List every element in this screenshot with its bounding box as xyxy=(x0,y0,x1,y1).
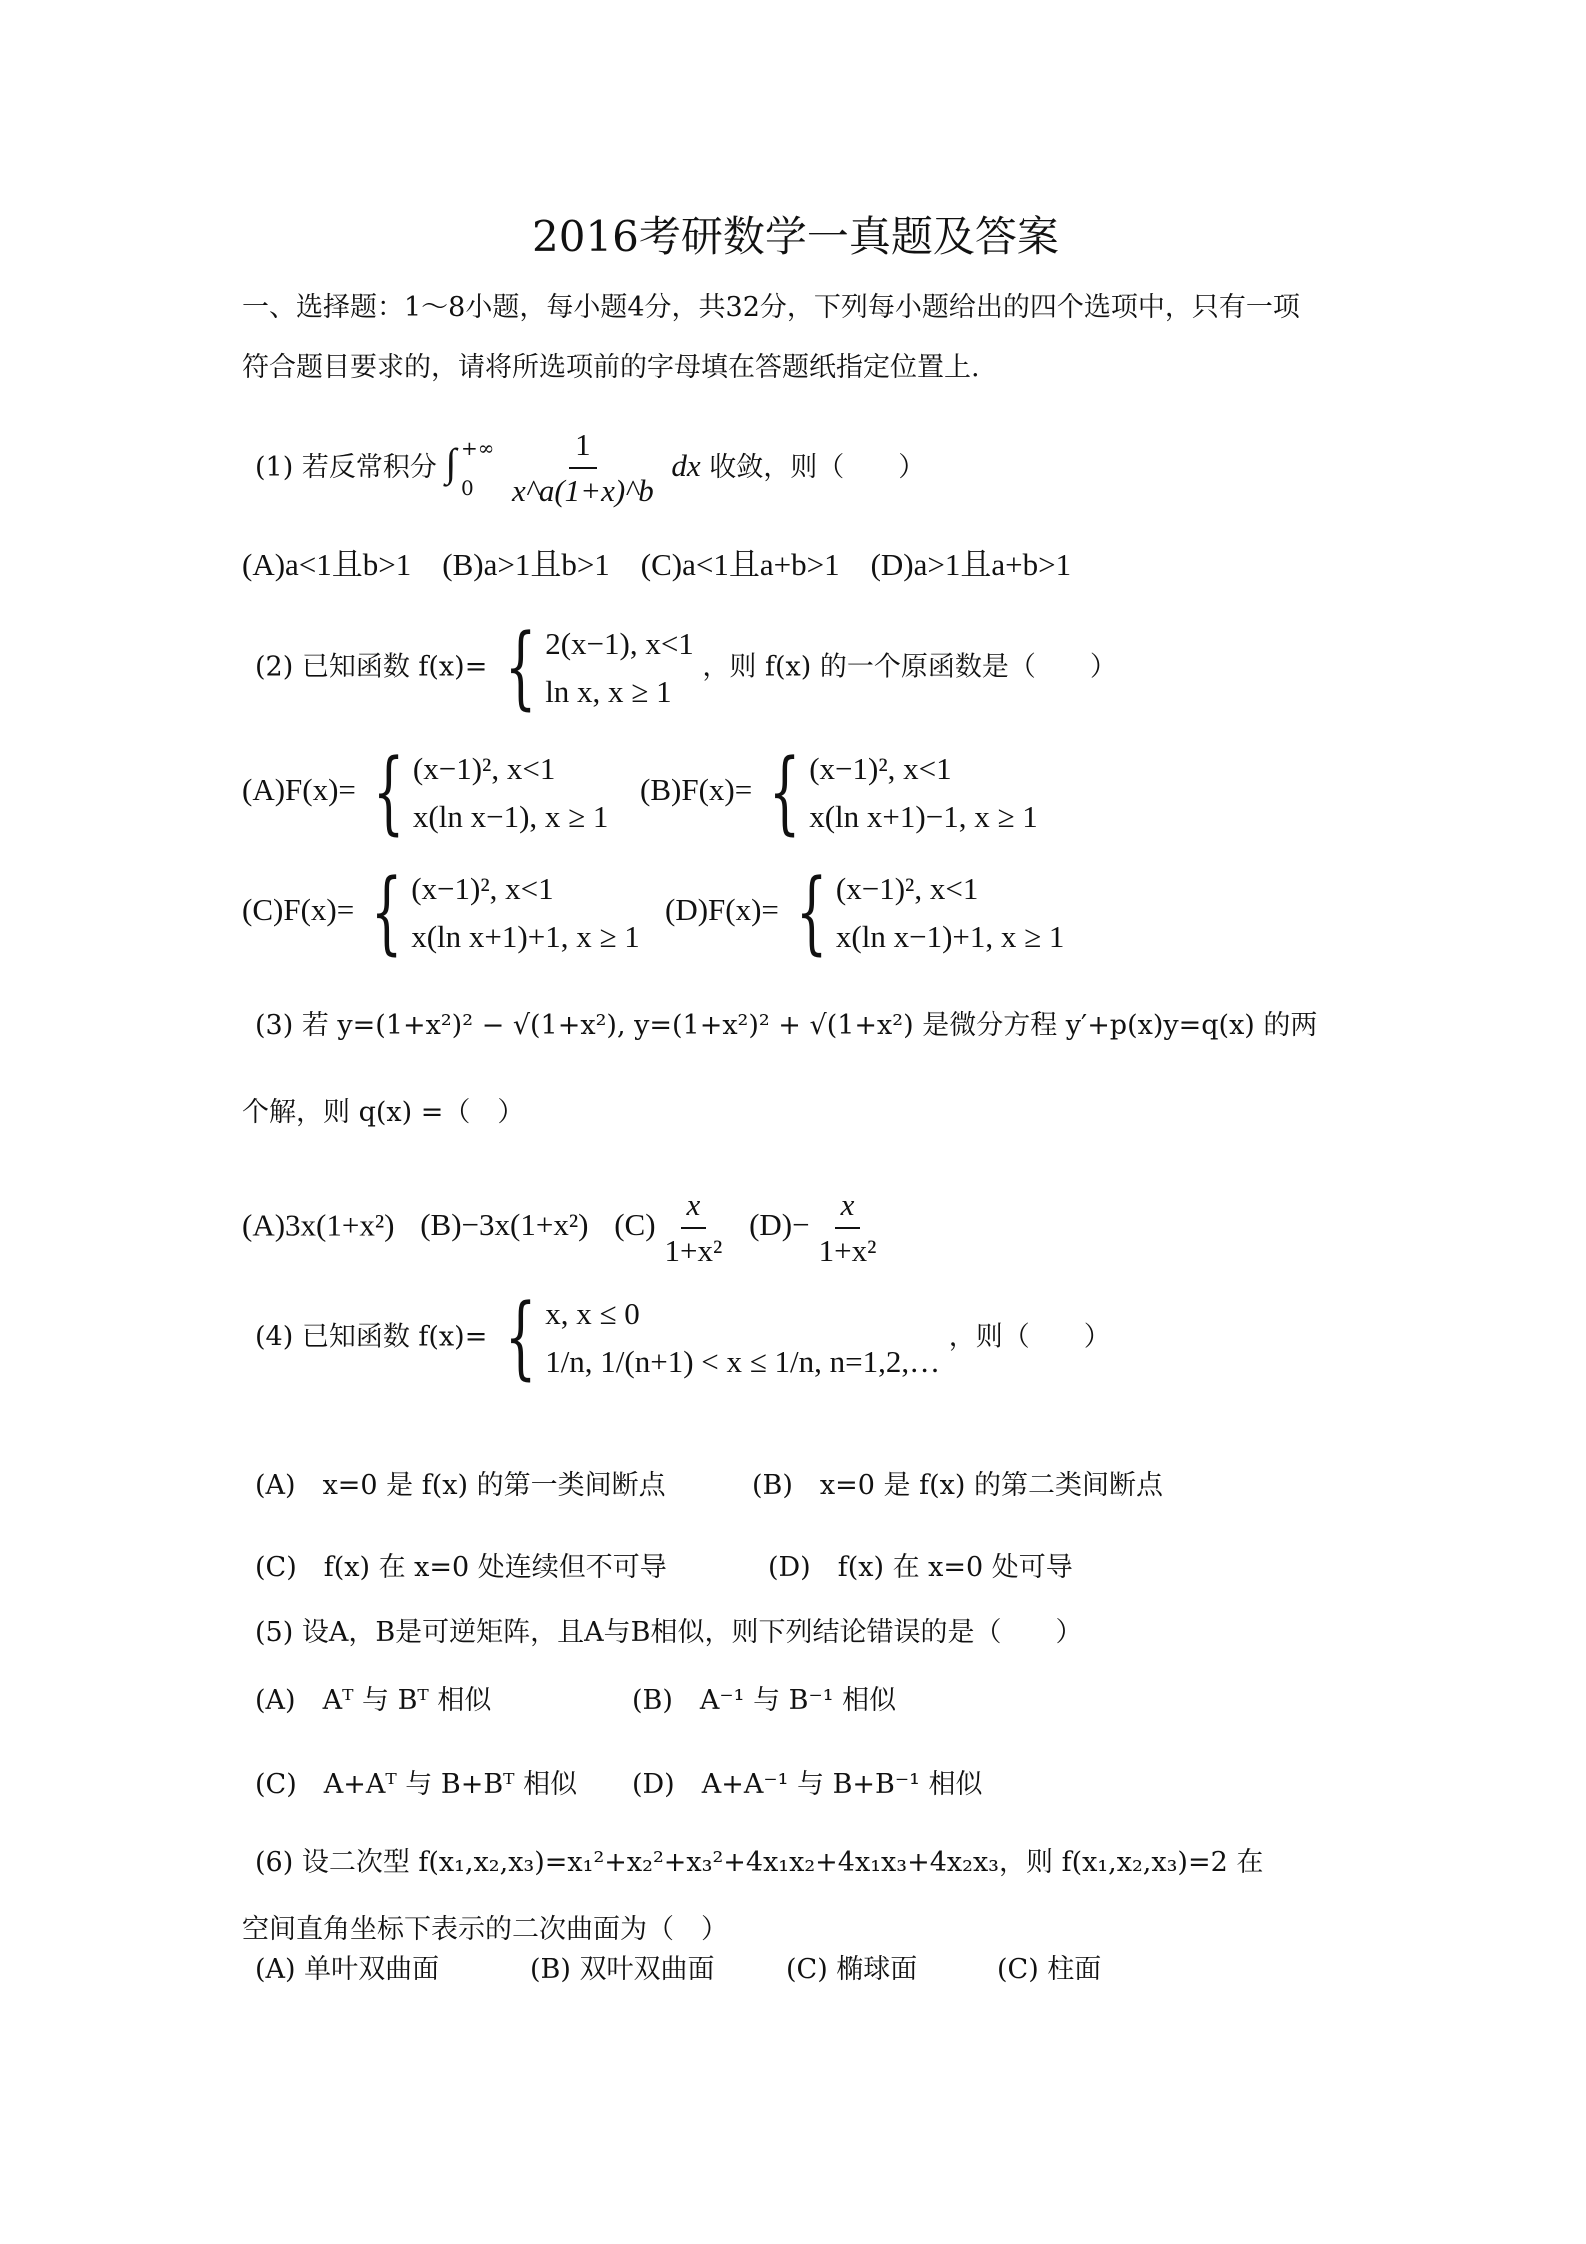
q4-option-a: (A) x=0 是 f(x) 的第一类间断点 xyxy=(255,1470,666,1501)
page-title: 2016考研数学一真题及答案 xyxy=(532,212,1059,261)
q3-option-d-label: (D)− xyxy=(749,1207,810,1243)
q6-line2: 空间直角坐标下表示的二次曲面为（ ） xyxy=(242,1914,728,1945)
q1-options: (A)a<1且b>1 (B)a>1且b>1 (C)a<1且a+b>1 (D)a>1且a+b>1 xyxy=(242,547,1072,582)
q6-option-c: (C) 椭球面 xyxy=(786,1954,918,1985)
q2-option-b-row2: x(ln x+1)−1, x ≥ 1 xyxy=(809,799,1038,835)
q5-option-b: (B) A⁻¹ 与 B⁻¹ 相似 xyxy=(632,1685,897,1716)
q2-case-row2: ln x, x ≥ 1 xyxy=(545,674,672,710)
q2-option-d-row1: (x−1)², x<1 xyxy=(835,871,979,906)
q2-option-d-row2: x(ln x−1)+1, x ≥ 1 xyxy=(835,919,1065,955)
q3-option-d-num: x xyxy=(835,1185,861,1229)
q2-option-a-row1: (x−1)², x<1 xyxy=(412,751,556,786)
q2-option-d: (D)F(x)= { (x−1)², x<1 x(ln x−1)+1, x ≥ 1 xyxy=(665,860,1065,966)
q1-integral: ∫ xyxy=(445,439,457,485)
q3-option-a: (A)3x(1+x²) xyxy=(242,1207,395,1243)
q1-prefix: (1) 若反常积分 xyxy=(255,451,437,483)
question-2: (2) 已知函数 f(x)= { 2(x−1), x<1 ln x, x ≥ 1 ，则 f(x) 的一个原函数是（ ） xyxy=(255,615,1117,721)
q3-line2: 个解，则 q(x) =（ ） xyxy=(242,1097,525,1128)
q4-suffix: ，则（ ） xyxy=(948,1321,1111,1353)
q4-option-c: (C) f(x) 在 x=0 处连续但不可导 xyxy=(255,1552,667,1583)
q4-case-row1: x, x ≤ 0 xyxy=(545,1296,640,1331)
q3-line1: (3) 若 y=(1+x²)² − √(1+x²), y=(1+x²)² + √(1+x²) 是微分方程 y′+p(x)y=q(x) 的两 xyxy=(255,1010,1318,1041)
q3-option-c-den: 1+x² xyxy=(664,1233,723,1269)
q1-upper-limit: +∞ xyxy=(460,436,495,461)
q5-option-c: (C) A+Aᵀ 与 B+Bᵀ 相似 xyxy=(255,1769,578,1800)
q1-dx: dx xyxy=(671,447,701,483)
q6-option-d: (C) 柱面 xyxy=(997,1954,1102,1985)
q2-option-a-row2: x(ln x−1), x ≥ 1 xyxy=(412,799,609,835)
q2-suffix: ，则 f(x) 的一个原函数是（ ） xyxy=(702,651,1117,683)
q4-option-b: (B) x=0 是 f(x) 的第二类间断点 xyxy=(752,1470,1163,1501)
q2-option-a-label: (A)F(x)= xyxy=(242,772,356,808)
q5-stem: (5) 设A，B是可逆矩阵，且A与B相似，则下列结论错误的是（ ） xyxy=(255,1617,1083,1648)
q6-option-b: (B) 双叶双曲面 xyxy=(530,1954,715,1985)
q5-option-d: (D) A+A⁻¹ 与 B+B⁻¹ 相似 xyxy=(632,1769,983,1800)
section-instructions-line1: 一、选择题：1～8小题，每小题4分，共32分，下列每小题给出的四个选项中，只有一项 xyxy=(242,292,1300,323)
q3-option-c-label: (C) xyxy=(614,1207,656,1243)
q6-option-a: (A) 单叶双曲面 xyxy=(255,1954,440,1985)
q2-option-b: (B)F(x)= { (x−1)², x<1 x(ln x+1)−1, x ≥ 1 xyxy=(640,740,1038,846)
q1-suffix: 收敛，则（ ） xyxy=(709,451,926,483)
q3-options xyxy=(242,1185,885,1272)
q3-option-b: (B)−3x(1+x²) xyxy=(420,1207,589,1243)
q2-option-c-label: (C)F(x)= xyxy=(242,892,355,928)
q1-numerator: 1 xyxy=(569,425,597,469)
question-4: (4) 已知函数 f(x)= { x, x ≤ 0 1/n, 1/(n+1) < x ≤ 1/n, n=1,2,… ，则（ ） xyxy=(255,1285,1111,1391)
q2-option-a: (A)F(x)= { (x−1)², x<1 x(ln x−1), x ≥ 1 xyxy=(242,740,609,846)
section-instructions-line2: 符合题目要求的，请将所选项前的字母填在答题纸指定位置上. xyxy=(242,352,980,383)
q6-line1: (6) 设二次型 f(x₁,x₂,x₃)=x₁²+x₂²+x₃²+4x₁x₂+4x₁x₃+4x₂x₃，则 f(x₁,x₂,x₃)=2 在 xyxy=(255,1847,1264,1878)
q2-option-c: (C)F(x)= { (x−1)², x<1 x(ln x+1)+1, x ≥ 1 xyxy=(242,860,640,966)
q2-prefix: (2) 已知函数 f(x)= xyxy=(255,651,488,683)
q4-option-d: (D) f(x) 在 x=0 处可导 xyxy=(768,1552,1073,1583)
q1-denominator: x^a(1+x)^b xyxy=(512,473,654,509)
q2-option-b-row1: (x−1)², x<1 xyxy=(809,751,952,786)
q4-case-row2: 1/n, 1/(n+1) < x ≤ 1/n, n=1,2,… xyxy=(545,1344,941,1380)
q1-lower-limit: 0 xyxy=(460,476,474,501)
q2-option-c-row2: x(ln x+1)+1, x ≥ 1 xyxy=(411,919,640,955)
q3-option-d-den: 1+x² xyxy=(818,1233,877,1269)
q5-option-a: (A) Aᵀ 与 Bᵀ 相似 xyxy=(255,1685,492,1716)
question-1 xyxy=(255,425,925,512)
q4-prefix: (4) 已知函数 f(x)= xyxy=(255,1321,488,1353)
q2-option-b-label: (B)F(x)= xyxy=(640,772,753,808)
q2-option-c-row1: (x−1)², x<1 xyxy=(411,871,554,906)
q2-option-d-label: (D)F(x)= xyxy=(665,892,779,928)
q3-option-c-num: x xyxy=(681,1185,707,1229)
q2-case-row1: 2(x−1), x<1 xyxy=(545,626,694,661)
